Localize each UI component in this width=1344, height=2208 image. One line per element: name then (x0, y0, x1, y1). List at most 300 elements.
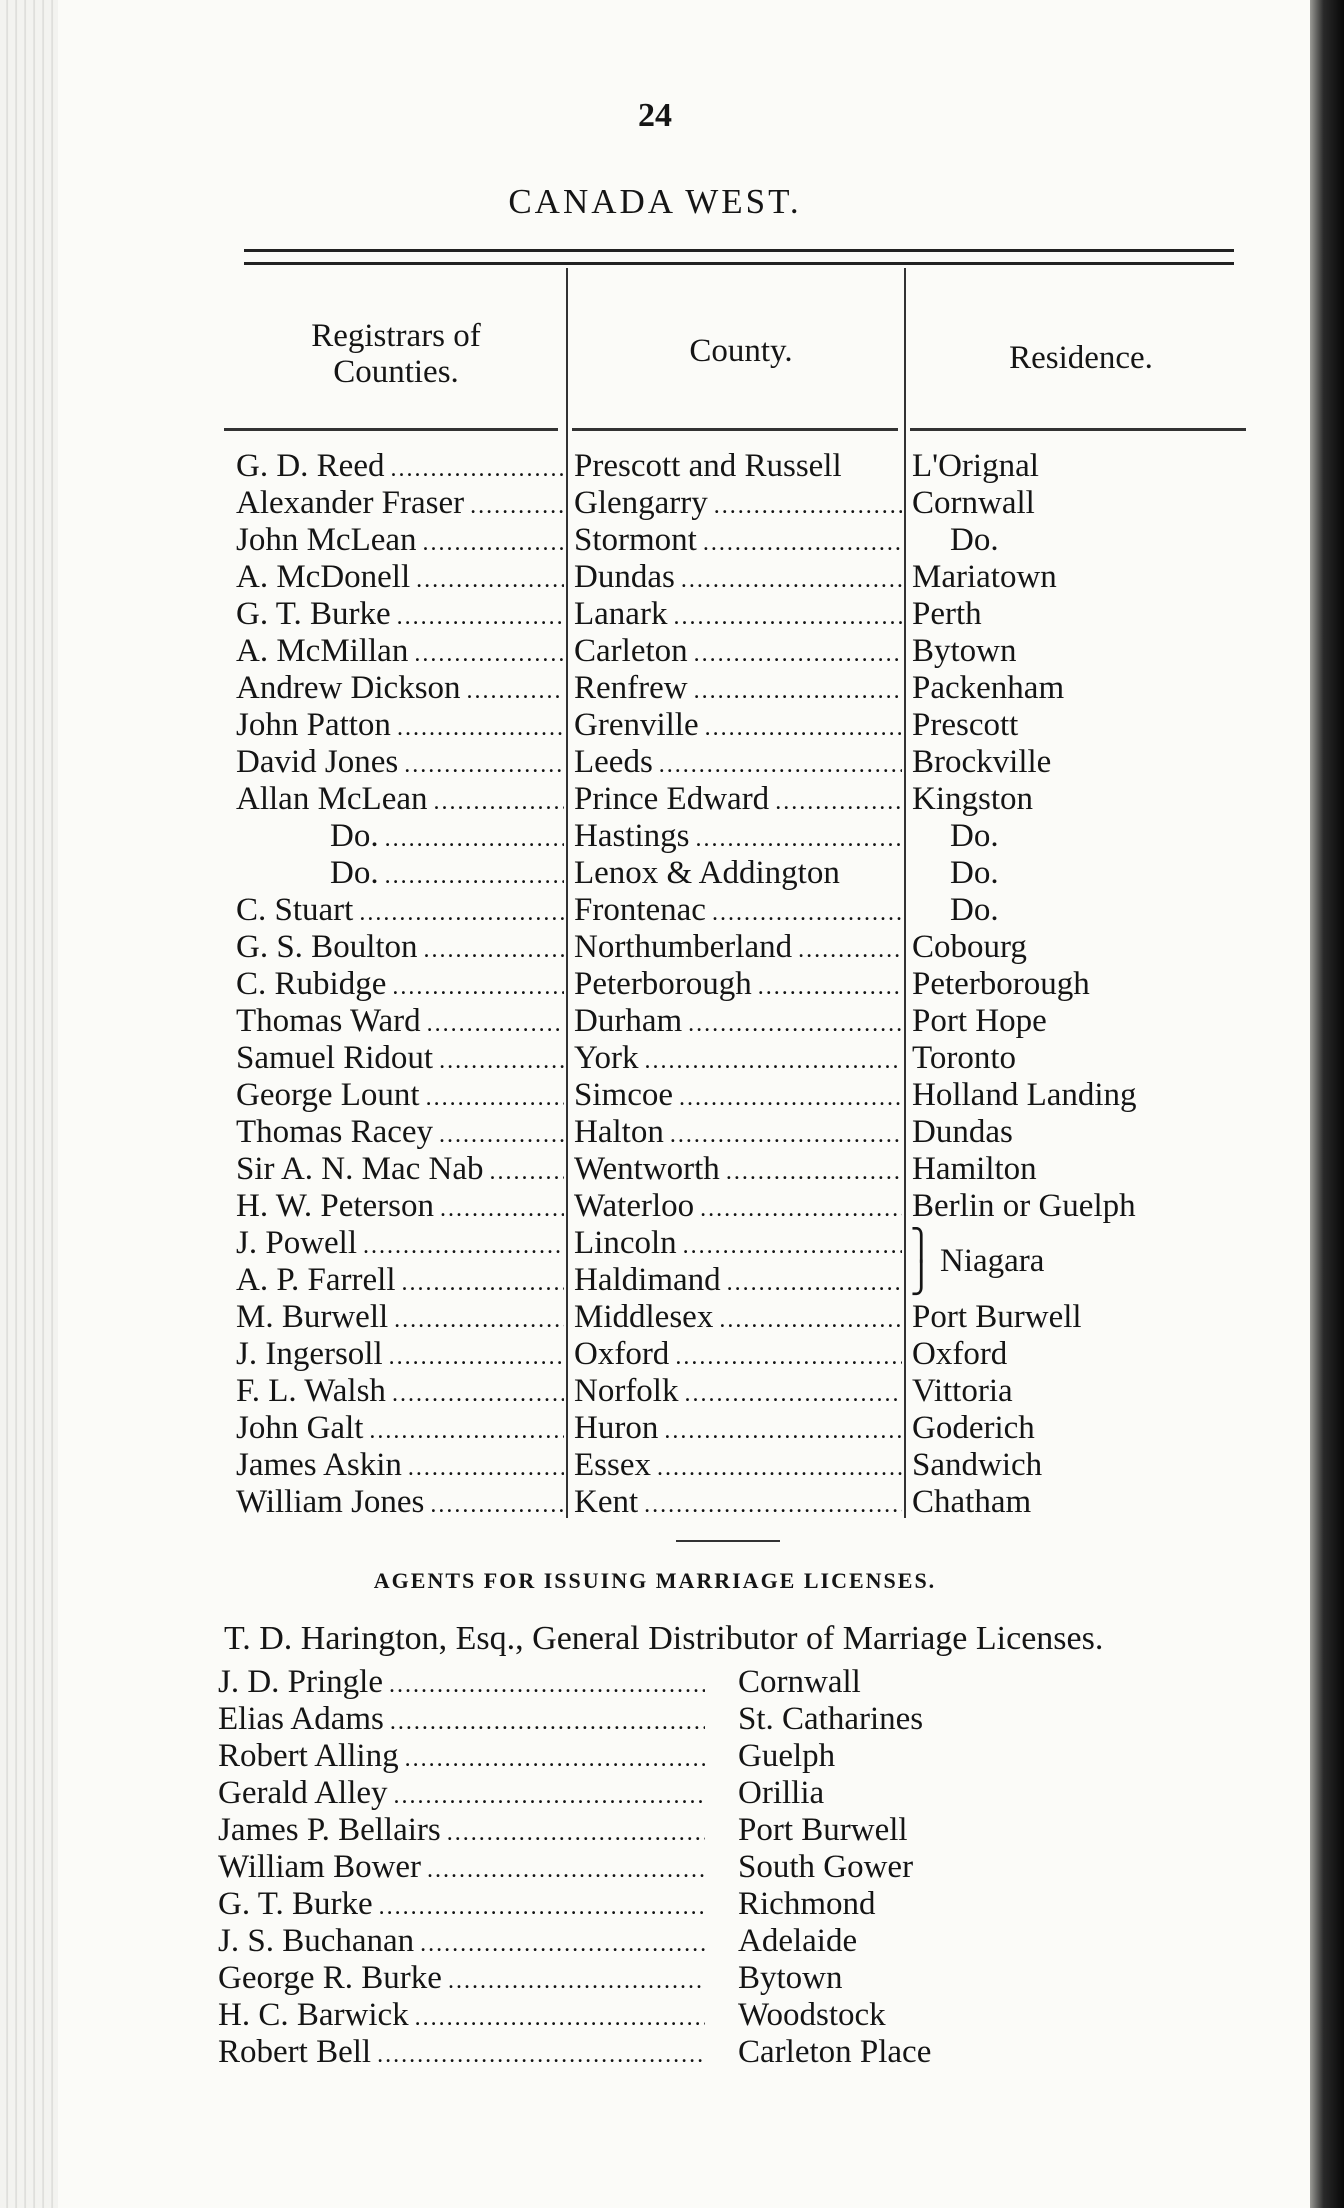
dot-leader (404, 747, 564, 781)
page-gutter-shadow (1310, 0, 1344, 2208)
county-cell-text: Prince Edward (574, 781, 770, 817)
dot-leader (712, 895, 902, 929)
residence-cell (912, 1447, 1246, 1484)
dot-leader (679, 1080, 902, 1114)
dot-leader (377, 2037, 705, 2071)
county-cell (574, 1484, 902, 1521)
residence-text: Packenham (912, 670, 1065, 706)
residence-cell (912, 670, 1246, 707)
residence-cell (912, 1410, 1246, 1447)
dot-leader (423, 525, 564, 559)
table-row (226, 485, 1246, 522)
registrar-cell (236, 1484, 564, 1521)
county-cell (574, 559, 902, 596)
residence-text: Kingston (912, 781, 1034, 817)
table-row (226, 929, 1246, 966)
county-cell-text: Oxford (574, 1336, 670, 1372)
agent-name: Robert Bell (218, 2034, 372, 2070)
residence-cell (912, 855, 1246, 892)
dot-leader (427, 1852, 705, 1886)
registrar-cell (236, 1410, 564, 1447)
residence-cell (912, 707, 1246, 744)
residence-text: Brockville (912, 744, 1052, 780)
dot-leader (673, 599, 902, 633)
table-row (226, 448, 1246, 485)
dot-leader (439, 1117, 564, 1151)
registrar-cell (236, 744, 564, 781)
header-rule (910, 428, 1246, 435)
list-item (218, 1960, 1218, 1997)
agent-place: Woodstock (738, 1997, 886, 2033)
residence-cell (912, 522, 1246, 559)
dot-leader (448, 1963, 705, 1997)
agent-name-cell (218, 1664, 705, 1701)
registrar-cell (236, 670, 564, 707)
residence-text: Cobourg (912, 929, 1027, 965)
agent-place: Richmond (738, 1886, 876, 1922)
residence-cell (912, 1114, 1246, 1151)
registrar-cell-text: C. Rubidge (236, 966, 387, 1002)
registrar-cell-text: John McLean (236, 522, 417, 558)
residence-cell (912, 485, 1246, 522)
registrar-cell-text: Thomas Racey (236, 1114, 434, 1150)
table-row (226, 1077, 1246, 1114)
residence-cell (912, 744, 1246, 781)
dot-leader (758, 969, 902, 1003)
residence-text: Do. (950, 892, 999, 928)
county-cell-text: Grenville (574, 707, 699, 743)
agent-place: Port Burwell (738, 1812, 908, 1848)
residence-cell: Niagara (940, 1243, 1045, 1279)
column-header-registrars-line2: Counties. (333, 354, 459, 390)
residence-text: Chatham (912, 1484, 1032, 1520)
county-cell (574, 1114, 902, 1151)
dot-leader (392, 969, 564, 1003)
county-cell-text: Huron (574, 1410, 659, 1446)
county-cell-text: Norfolk (574, 1373, 679, 1409)
registrar-cell-text: John Galt (236, 1410, 364, 1446)
registrar-cell (236, 929, 564, 966)
agent-place: Orillia (738, 1775, 825, 1811)
residence-cell (912, 1336, 1246, 1373)
residence-cell (912, 596, 1246, 633)
county-cell-text: Middlesex (574, 1299, 714, 1335)
agent-name-cell (218, 1960, 705, 1997)
county-cell-text: Simcoe (574, 1077, 673, 1113)
agent-name-cell (218, 1775, 705, 1812)
residence-cell (912, 559, 1246, 596)
agent-name-cell (218, 1701, 705, 1738)
residence-text: Do. (950, 855, 999, 891)
dot-leader (657, 1450, 902, 1484)
residence-text: Perth (912, 596, 982, 632)
agent-place: Carleton Place (738, 2034, 932, 2070)
page-title: CANADA WEST. (508, 182, 802, 221)
dot-leader (683, 1228, 902, 1262)
county-cell (574, 485, 902, 522)
residence-text: Berlin or Guelph (912, 1188, 1136, 1224)
residence-text: Mariatown (912, 559, 1057, 595)
agent-name: Robert Alling (218, 1738, 399, 1774)
registrar-cell (236, 1336, 564, 1373)
registrar-cell (236, 966, 564, 1003)
table-row (226, 596, 1246, 633)
residence-cell (912, 1299, 1246, 1336)
county-cell-text: Kent (574, 1484, 639, 1520)
table-row (226, 559, 1246, 596)
residence-cell (912, 1373, 1246, 1410)
county-cell-text: Dundas (574, 559, 675, 595)
registrar-cell-text: A. P. Farrell (236, 1262, 396, 1298)
dot-leader (426, 1080, 564, 1114)
column-header-residence: Residence. (1009, 340, 1153, 376)
residence-text: Prescott (912, 707, 1019, 743)
county-cell-text: Lenox & Addington (574, 855, 840, 891)
dot-leader (694, 673, 902, 707)
table-row (226, 1336, 1246, 1373)
agent-name: H. C. Barwick (218, 1997, 409, 2033)
county-cell (574, 596, 902, 633)
residence-cell (912, 1077, 1246, 1114)
residence-cell (912, 818, 1246, 855)
county-cell (574, 1077, 902, 1114)
county-cell (574, 1188, 902, 1225)
header-rule (572, 428, 898, 435)
residence-text: Goderich (912, 1410, 1035, 1446)
residence-text: Port Burwell (912, 1299, 1082, 1335)
table-header (226, 268, 1246, 428)
registrar-cell-text: Thomas Ward (236, 1003, 421, 1039)
agent-name: George R. Burke (218, 1960, 442, 1996)
registrar-cell (236, 1040, 564, 1077)
table-row (226, 781, 1246, 818)
residence-text: Dundas (912, 1114, 1013, 1150)
agent-place: Bytown (738, 1960, 843, 1996)
dot-leader (385, 821, 564, 855)
agent-place: Cornwall (738, 1664, 861, 1700)
agent-name: J. S. Buchanan (218, 1923, 415, 1959)
dot-leader (645, 1043, 902, 1077)
county-cell (574, 892, 902, 929)
dot-leader (408, 1450, 564, 1484)
dot-leader (402, 1265, 565, 1299)
table-row (226, 1114, 1246, 1151)
registrar-cell (236, 1373, 564, 1410)
residence-text: L'Orignal (912, 448, 1039, 484)
registrar-cell (236, 485, 564, 522)
list-item (218, 1738, 1218, 1775)
registrar-cell-text: John Patton (236, 707, 391, 743)
county-cell-text: Glengarry (574, 485, 708, 521)
agent-name-cell (218, 1849, 705, 1886)
registrar-cell (236, 818, 564, 855)
dot-leader (714, 488, 902, 522)
agents-list (218, 1664, 1218, 2071)
table-row (226, 744, 1246, 781)
county-cell-text: Peterborough (574, 966, 752, 1002)
page-number: 24 (638, 97, 672, 134)
header-rule (224, 428, 558, 435)
county-cell-text: Leeds (574, 744, 653, 780)
table-row (226, 818, 1246, 855)
dot-leader (405, 1741, 705, 1775)
residence-text: Do. (950, 522, 999, 558)
dot-leader (392, 1376, 564, 1410)
residence-text: Sandwich (912, 1447, 1043, 1483)
agent-name: Elias Adams (218, 1701, 384, 1737)
dot-leader (798, 932, 902, 966)
section-divider (676, 1540, 780, 1542)
registrar-cell-text: J. Powell (236, 1225, 358, 1261)
dot-leader (394, 1778, 705, 1812)
table-row (226, 855, 1246, 892)
dot-leader (681, 562, 902, 596)
table-row (226, 522, 1246, 559)
county-cell (574, 707, 902, 744)
dot-leader (379, 1889, 705, 1923)
registrar-cell (236, 1447, 564, 1484)
dot-leader (775, 784, 902, 818)
county-cell-text: Essex (574, 1447, 651, 1483)
agent-name-cell (218, 1886, 705, 1923)
registrar-cell (236, 522, 564, 559)
county-cell (574, 1151, 902, 1188)
dot-leader (670, 1117, 902, 1151)
dot-leader (389, 1339, 564, 1373)
agent-name: J. D. Pringle (218, 1664, 383, 1700)
list-item (218, 1886, 1218, 1923)
registrar-cell (236, 1225, 564, 1262)
registrar-cell-text: Samuel Ridout (236, 1040, 434, 1076)
table-row (226, 1373, 1246, 1410)
residence-cell (912, 1151, 1246, 1188)
agent-name-cell (218, 1812, 705, 1849)
table-row (226, 1188, 1246, 1225)
table-row (226, 966, 1246, 1003)
table-row (226, 707, 1246, 744)
registrar-cell (236, 1114, 564, 1151)
registrar-cell-text: Do. (330, 818, 379, 854)
registrar-cell (236, 892, 564, 929)
county-cell (574, 522, 902, 559)
list-item (218, 2034, 1218, 2071)
county-cell-text: Stormont (574, 522, 697, 558)
registrar-cell (236, 596, 564, 633)
county-cell (574, 818, 902, 855)
dot-leader (390, 1704, 705, 1738)
dot-leader (447, 1815, 705, 1849)
agents-heading: AGENTS FOR ISSUING MARRIAGE LICENSES. (373, 1568, 937, 1593)
residence-text: Peterborough (912, 966, 1090, 1002)
registrar-cell (236, 1003, 564, 1040)
residence-text: Cornwall (912, 485, 1035, 521)
registrar-cell (236, 855, 564, 892)
county-cell (574, 1299, 902, 1336)
agent-name: James P. Bellairs (218, 1812, 441, 1848)
table-row (226, 1040, 1246, 1077)
county-cell (574, 1040, 902, 1077)
dot-leader (700, 1191, 902, 1225)
agent-name: William Bower (218, 1849, 422, 1885)
list-item (218, 1849, 1218, 1886)
registrar-cell (236, 707, 564, 744)
county-cell-text: Frontenac (574, 892, 706, 928)
residence-text: Do. (950, 818, 999, 854)
dot-leader (369, 1413, 564, 1447)
dot-leader (440, 1191, 564, 1225)
dot-leader (439, 1043, 564, 1077)
registrar-cell-text: G. S. Boulton (236, 929, 418, 965)
table-row (226, 1151, 1246, 1188)
table-row (226, 1447, 1246, 1484)
dot-leader (684, 1376, 902, 1410)
dot-leader (424, 932, 564, 966)
dot-leader (719, 1302, 902, 1336)
agent-place: South Gower (738, 1849, 914, 1885)
registrar-cell (236, 633, 564, 670)
registrar-cell-text: G. D. Reed (236, 448, 385, 484)
county-cell (574, 781, 902, 818)
registrar-cell-text: Andrew Dickson (236, 670, 461, 706)
dot-leader (664, 1413, 902, 1447)
county-cell-text: Waterloo (574, 1188, 695, 1224)
residence-cell (912, 892, 1246, 929)
residence-cell (912, 633, 1246, 670)
county-cell-text: Renfrew (574, 670, 688, 706)
county-cell (574, 1447, 902, 1484)
dot-leader (644, 1487, 902, 1521)
dot-leader (467, 673, 564, 707)
list-item (218, 1664, 1218, 1701)
dot-leader (726, 1154, 902, 1188)
county-cell (574, 966, 902, 1003)
agent-place: Adelaide (738, 1923, 858, 1959)
dot-leader (430, 1487, 564, 1521)
brace-icon: ⎫ ⎭ (910, 1229, 933, 1295)
county-cell-text: Durham (574, 1003, 683, 1039)
registrar-cell-text: J. Ingersoll (236, 1336, 383, 1372)
registrar-cell-text: A. McDonell (236, 559, 411, 595)
table-row (226, 1262, 1246, 1299)
residence-cell (912, 781, 1246, 818)
county-cell-text: Haldimand (574, 1262, 721, 1298)
county-cell (574, 1003, 902, 1040)
residence-text: Oxford (912, 1336, 1008, 1372)
registrar-cell (236, 1077, 564, 1114)
dot-leader (397, 599, 564, 633)
county-cell (574, 1410, 902, 1447)
registrar-cell (236, 1151, 564, 1188)
dot-leader (389, 1667, 705, 1701)
county-cell (574, 1262, 902, 1299)
dot-leader (694, 636, 902, 670)
dot-leader (688, 1006, 902, 1040)
county-cell-text: Halton (574, 1114, 664, 1150)
residence-text: Holland Landing (912, 1077, 1137, 1113)
registrar-cell-text: Sir A. N. Mac Nab (236, 1151, 484, 1187)
registrar-cell (236, 559, 564, 596)
residence-text: Vittoria (912, 1373, 1013, 1409)
agent-place: St. Catharines (738, 1701, 924, 1737)
registrar-cell (236, 1188, 564, 1225)
residence-cell (912, 1484, 1246, 1521)
agent-name-cell (218, 1997, 705, 2034)
registrar-cell-text: William Jones (236, 1484, 425, 1520)
list-item (218, 1775, 1218, 1812)
registrar-cell-text: H. W. Peterson (236, 1188, 434, 1224)
registrar-cell-text: Do. (330, 855, 379, 891)
county-cell-text: Hastings (574, 818, 690, 854)
county-cell-text: Carleton (574, 633, 688, 669)
residence-cell (912, 448, 1246, 485)
county-cell (574, 929, 902, 966)
registrar-cell-text: C. Stuart (236, 892, 354, 928)
county-cell-text: York (574, 1040, 639, 1076)
dot-leader (489, 1154, 564, 1188)
county-cell (574, 1373, 902, 1410)
dot-leader (359, 895, 564, 929)
dot-leader (427, 1006, 564, 1040)
residence-cell (912, 966, 1246, 1003)
registrar-cell (236, 781, 564, 818)
agent-name-cell (218, 1923, 705, 1960)
column-header-county: County. (689, 333, 793, 369)
list-item (218, 1812, 1218, 1849)
dot-leader (470, 488, 564, 522)
dot-leader (397, 710, 564, 744)
page-edges (0, 0, 58, 2208)
registrar-cell-text: G. T. Burke (236, 596, 391, 632)
dot-leader (414, 636, 564, 670)
residence-text: Bytown (912, 633, 1017, 669)
table-row (226, 670, 1246, 707)
dot-leader (696, 821, 903, 855)
county-cell-text: Wentworth (574, 1151, 720, 1187)
residence-cell (912, 1003, 1246, 1040)
dot-leader (415, 2000, 705, 2034)
county-cell (574, 855, 902, 892)
column-header-registrars-line1: Registrars of (311, 318, 481, 354)
registrar-cell-text: Alexander Fraser (236, 485, 465, 521)
county-cell-text: Prescott and Russell (574, 448, 842, 484)
registrar-cell-text: George Lount (236, 1077, 420, 1113)
residence-text: Port Hope (912, 1003, 1047, 1039)
dot-leader (363, 1228, 564, 1262)
residence-cell (912, 929, 1246, 966)
table-row (226, 1299, 1246, 1336)
double-rule (244, 249, 1234, 265)
county-cell-text: Lanark (574, 596, 668, 632)
agent-name: Gerald Alley (218, 1775, 388, 1811)
table-row (226, 1410, 1246, 1447)
table-row (226, 1484, 1246, 1521)
agent-name: G. T. Burke (218, 1886, 373, 1922)
dot-leader (420, 1926, 705, 1960)
registrar-cell (236, 1262, 564, 1299)
residence-text: Hamilton (912, 1151, 1037, 1187)
agent-name-cell (218, 2034, 705, 2071)
registrar-cell-text: A. McMillan (236, 633, 409, 669)
table-row (226, 1003, 1246, 1040)
dot-leader (675, 1339, 902, 1373)
residence-text: Toronto (912, 1040, 1017, 1076)
column-header-registrars (226, 318, 566, 390)
dot-leader (394, 1302, 564, 1336)
county-cell (574, 448, 902, 485)
list-item (218, 1923, 1218, 1960)
table-body (226, 448, 1246, 1521)
dot-leader (659, 747, 902, 781)
